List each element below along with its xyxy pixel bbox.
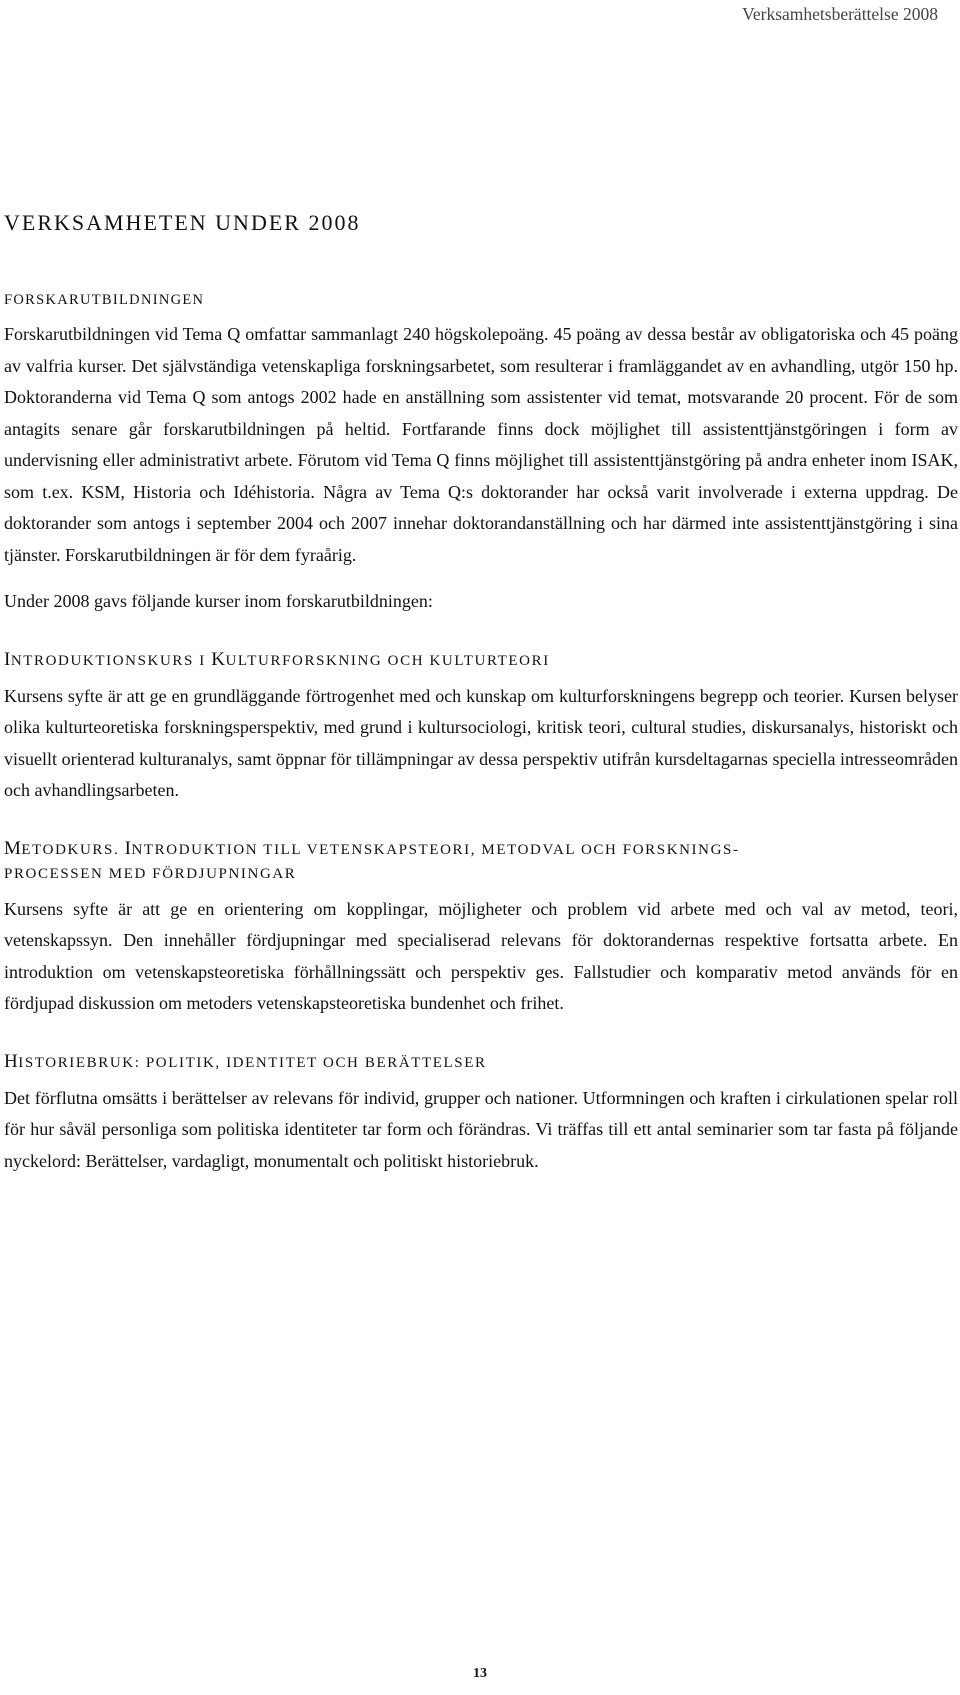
page-title: VERKSAMHETEN UNDER 2008 — [4, 210, 361, 235]
running-header: Verksamhetsberättelse 2008 — [742, 4, 938, 24]
document-body — [4, 210, 958, 1177]
course-heading-method: METODKURS. INTRODUKTION TILL VETENSKAPSTEORI, METODVAL OCH FORSKNINGS- PROCESSEN MED FÖRDJUPNINGAR — [4, 837, 740, 882]
course-description: Kursens syfte är att ge en grundläggande förtrogenhet med och kunskap om kulturforskningens begrepp och teorier. Kursen belyser olika kulturteoretiska forskningsperspektiv, med grund i kultursociologi, kritisk teori, cultural studies, diskursanalys, historiskt och visuellt orienterad kulturanalys, samt öppnar för tillämpningar av dessa perspektiv utifrån kursdeltagarnas speciella intresseområden och avhandlingsarbeten. — [4, 685, 958, 800]
section-label: FORSKARUTBILDNINGEN — [4, 292, 205, 308]
course-heading-intro: INTRODUKTIONSKURS I KULTURFORSKNING OCH KULTURTEORI — [4, 648, 550, 670]
course-heading-history: HISTORIEBRUK: POLITIK, IDENTITET OCH BERÄTTELSER — [4, 1050, 487, 1072]
intro-paragraph: Forskarutbildningen vid Tema Q omfattar sammanlagt 240 högskolepoäng. 45 poäng av dessa består av obligatoriska och 45 poäng av valfria kurser. Det självständiga vetenskapliga forskningsarbetet, som resulterar i framläggandet av en avhandling, utgör 150 hp. Doktoranderna vid Tema Q som antogs 2002 hade en anställning som assistenter vid temat, motsvarande 20 procent. För de som antagits senare går forskarutbildningen på heltid. Fortfarande finns dock möjlighet till assistenttjänstgöringen i form av undervisning eller administrativt arbete. Förutom vid Tema Q finns möjlighet till assistenttjänstgöring på andra enheter inom ISAK, som t.ex. KSM, Historia och Idéhistoria. Några av Tema Q:s doktorander har också varit involverade i externa uppdrag. De doktorander som antogs i september 2004 och 2007 innehar doktorandanställning och har därmed inte assistenttjänstgöring i sina tjänster. Forskarutbildningen är för dem fyraårig. — [4, 324, 958, 565]
page-number: 13 — [473, 1666, 487, 1681]
courses-intro: Under 2008 gavs följande kurser inom forskarutbildningen: — [4, 591, 433, 611]
course-description: Det förflutna omsätts i berättelser av relevans för individ, grupper och nationer. Utformningen och kraften i cirkulationen spelar roll för hur såväl personliga som politiska identiteter tar form och förändras. Vi träffas till ett antal seminarier som tar fasta på följande nyckelord: Berättelser, vardagligt, monumentalt och politiskt historiebruk. — [4, 1087, 958, 1171]
course-description: Kursens syfte är att ge en orientering om kopplingar, möjligheter och problem vid arbete med och val av metod, teori, vetenskapssyn. Den innehåller fördjupningar med specialiserad relevans för doktorandernas respektive fortsatta arbete. En introduktion om vetenskapsteoretiska förhållningssätt och perspektiv ges. Fallstudier och komparativ metod används för en fördjupad diskussion om metoders vetenskapsteoretiska bundenhet och frihet. — [4, 898, 958, 1013]
